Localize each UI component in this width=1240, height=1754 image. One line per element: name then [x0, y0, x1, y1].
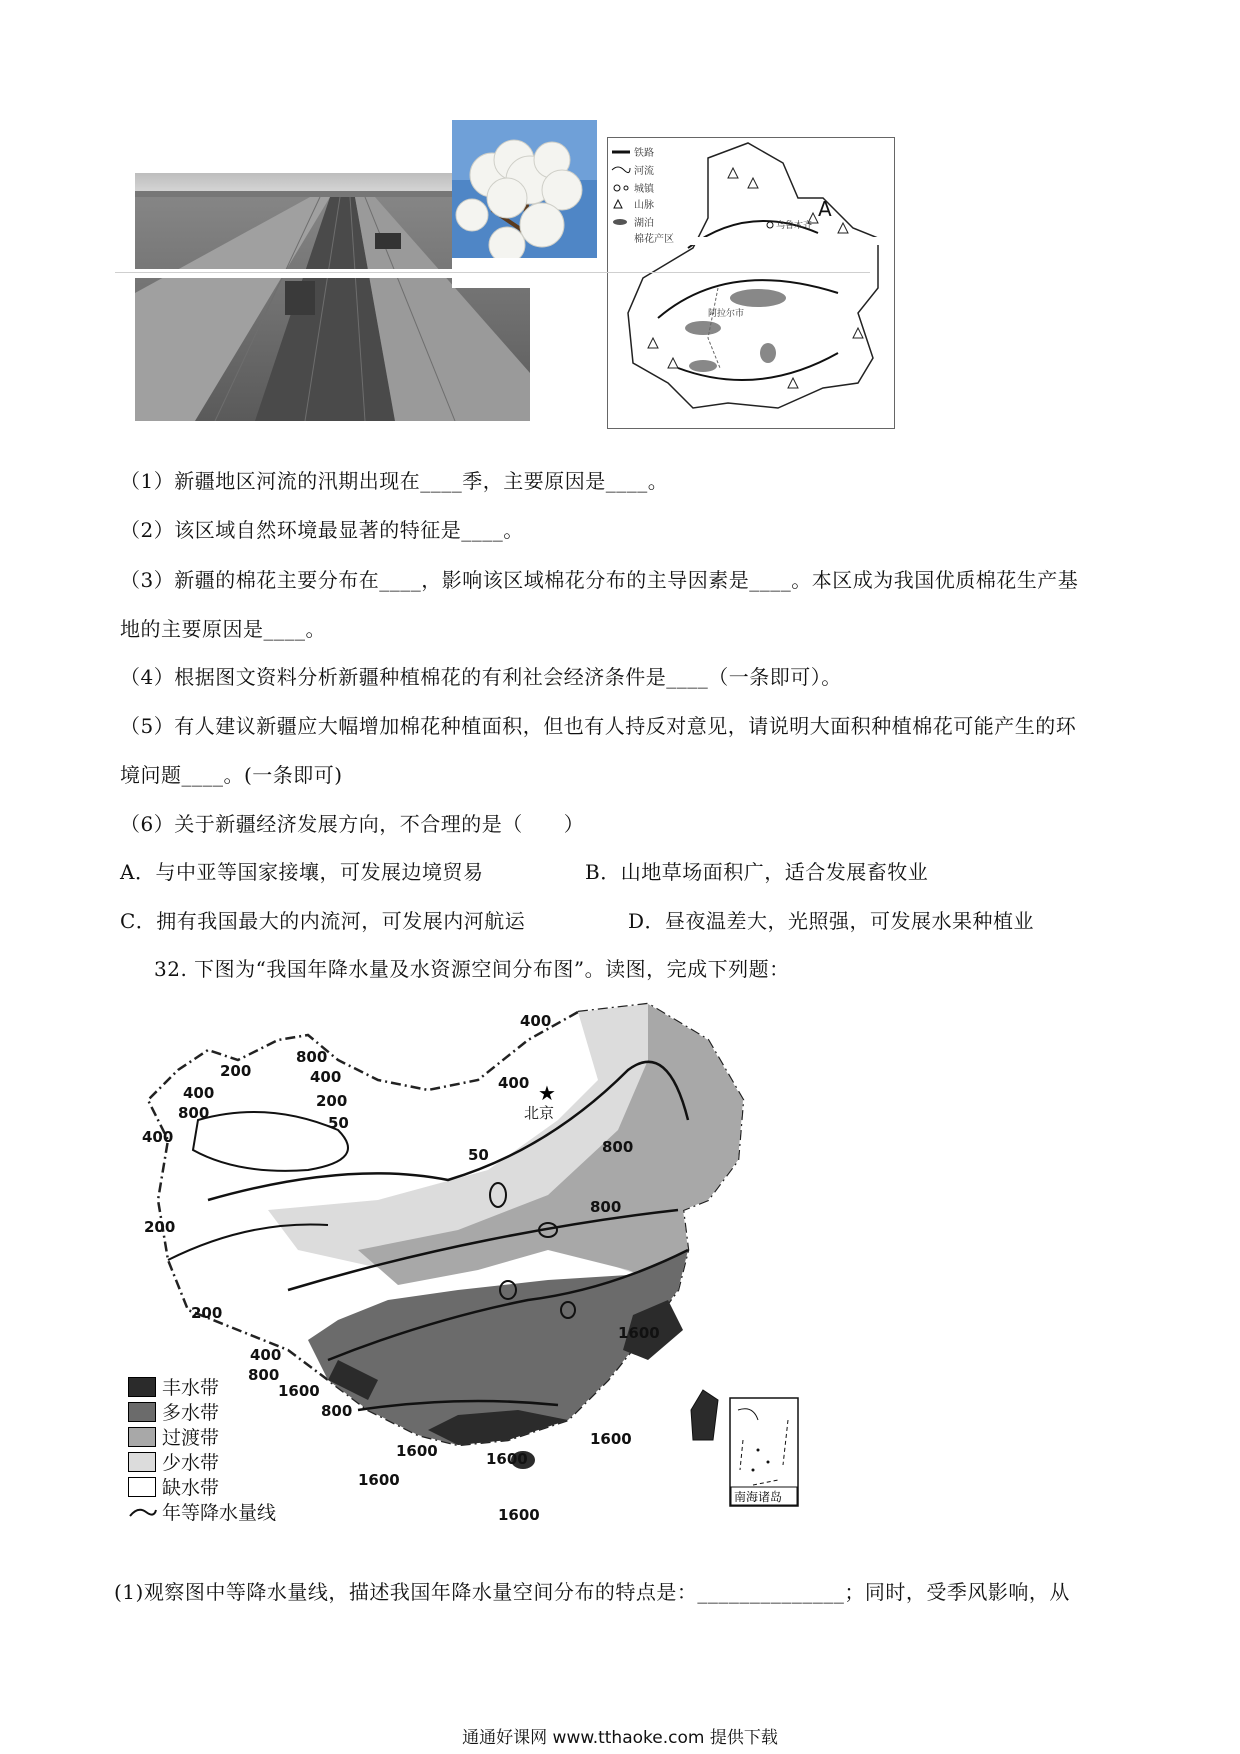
question-3-line-2: 地的主要原因是____。: [120, 617, 326, 641]
isohyet-label: 400: [183, 1084, 215, 1102]
option-d: D．昼夜温差大，光照强，可发展水果种植业: [628, 909, 1035, 933]
isohyet-label: 1600: [396, 1442, 438, 1460]
city-urumqi: 乌鲁木齐: [776, 221, 813, 231]
legend-abundant: 丰水带: [128, 1373, 219, 1400]
xinjiang-map: [607, 137, 895, 429]
isohyet-label: 1600: [486, 1450, 528, 1468]
isohyet-label: 800: [296, 1048, 328, 1066]
legend-deficient: 缺水带: [128, 1473, 219, 1500]
legend-scarce: 少水带: [128, 1448, 219, 1475]
isohyet-label: 400: [498, 1074, 530, 1092]
isohyet-label: 200: [191, 1304, 223, 1322]
legend-town: 城镇: [634, 184, 654, 195]
precipitation-map: [128, 1000, 818, 1525]
legend-cotton-area: 棉花产区: [634, 234, 674, 245]
city-alar: 阿拉尔市: [708, 309, 745, 319]
question-6: （6）关于新疆经济发展方向，不合理的是（ ）: [120, 812, 585, 836]
legend-plentiful: 多水带: [128, 1398, 219, 1425]
beijing-label: 北京: [524, 1104, 555, 1122]
isohyet-label: 50: [328, 1114, 349, 1132]
isohyet-label: 1600: [358, 1471, 400, 1489]
question-32-1: (1)观察图中等降水量线，描述我国年降水量空间分布的特点是：______________；同时，受季风影响，从: [114, 1580, 1070, 1604]
isohyet-label: 200: [316, 1092, 348, 1110]
question-2: （2）该区域自然环境最显著的特征是____。: [120, 518, 524, 542]
legend-transition: 过渡带: [128, 1423, 219, 1450]
isohyet-label: 1600: [618, 1324, 660, 1342]
legend-railway: 铁路: [634, 148, 654, 159]
isohyet-label: 1600: [590, 1430, 632, 1448]
marker-a: A: [818, 197, 832, 221]
isohyet-label: 800: [178, 1104, 210, 1122]
option-b: B．山地草场面积广，适合发展畜牧业: [585, 860, 929, 884]
cotton-boll-photo: [452, 120, 597, 288]
isohyet-label: 50: [468, 1146, 489, 1164]
legend-lake: 湖泊: [634, 218, 654, 229]
question-3-line-1: （3）新疆的棉花主要分布在____，影响该区域棉花分布的主导因素是____。本区成为我国优质棉花生产基: [120, 568, 1079, 592]
legend-isohyet: 年等降水量线: [128, 1498, 276, 1525]
isohyet-label: 200: [220, 1062, 252, 1080]
isohyet-label: 400: [142, 1128, 174, 1146]
isohyet-label: 200: [144, 1218, 176, 1236]
question-5-line-2: 境问题____。(一条即可): [120, 763, 343, 787]
isohyet-label: 400: [250, 1346, 282, 1364]
beijing-star-icon: ★: [538, 1081, 556, 1105]
south-china-sea-inset: [730, 1398, 798, 1506]
inset-label: 南海诸岛: [734, 1490, 783, 1504]
question-32: 32. 下图为“我国年降水量及水资源空间分布图”。读图，完成下列题：: [154, 957, 790, 981]
isohyet-label: 800: [602, 1138, 634, 1156]
option-c: C．拥有我国最大的内流河，可发展内河航运: [120, 909, 526, 933]
question-1: （1）新疆地区河流的汛期出现在____季，主要原因是____。: [120, 469, 669, 493]
legend-river: 河流: [634, 166, 654, 177]
isohyet-label: 1600: [498, 1506, 540, 1524]
isohyet-label: 400: [310, 1068, 342, 1086]
isohyet-line-icon: [128, 1504, 158, 1520]
isohyet-label: 400: [520, 1012, 552, 1030]
footer-credit: 通通好课网 www.tthaoke.com 提供下载: [462, 1728, 778, 1748]
figure-divider: [115, 272, 870, 273]
isohyet-label: 800: [321, 1402, 353, 1420]
isohyet-label: 800: [590, 1198, 622, 1216]
option-a: A．与中亚等国家接壤，可发展边境贸易: [120, 860, 484, 884]
question-5-line-1: （5）有人建议新疆应大幅增加棉花种植面积，但也有人持反对意见，请说明大面积种植棉花可能产生的环: [120, 714, 1077, 738]
question-4: （4）根据图文资料分析新疆种植棉花的有利社会经济条件是____（一条即可）。: [120, 665, 842, 689]
legend-mountain: 山脉: [634, 200, 654, 211]
isohyet-label: 1600: [278, 1382, 320, 1400]
isohyet-label: 800: [248, 1366, 280, 1384]
